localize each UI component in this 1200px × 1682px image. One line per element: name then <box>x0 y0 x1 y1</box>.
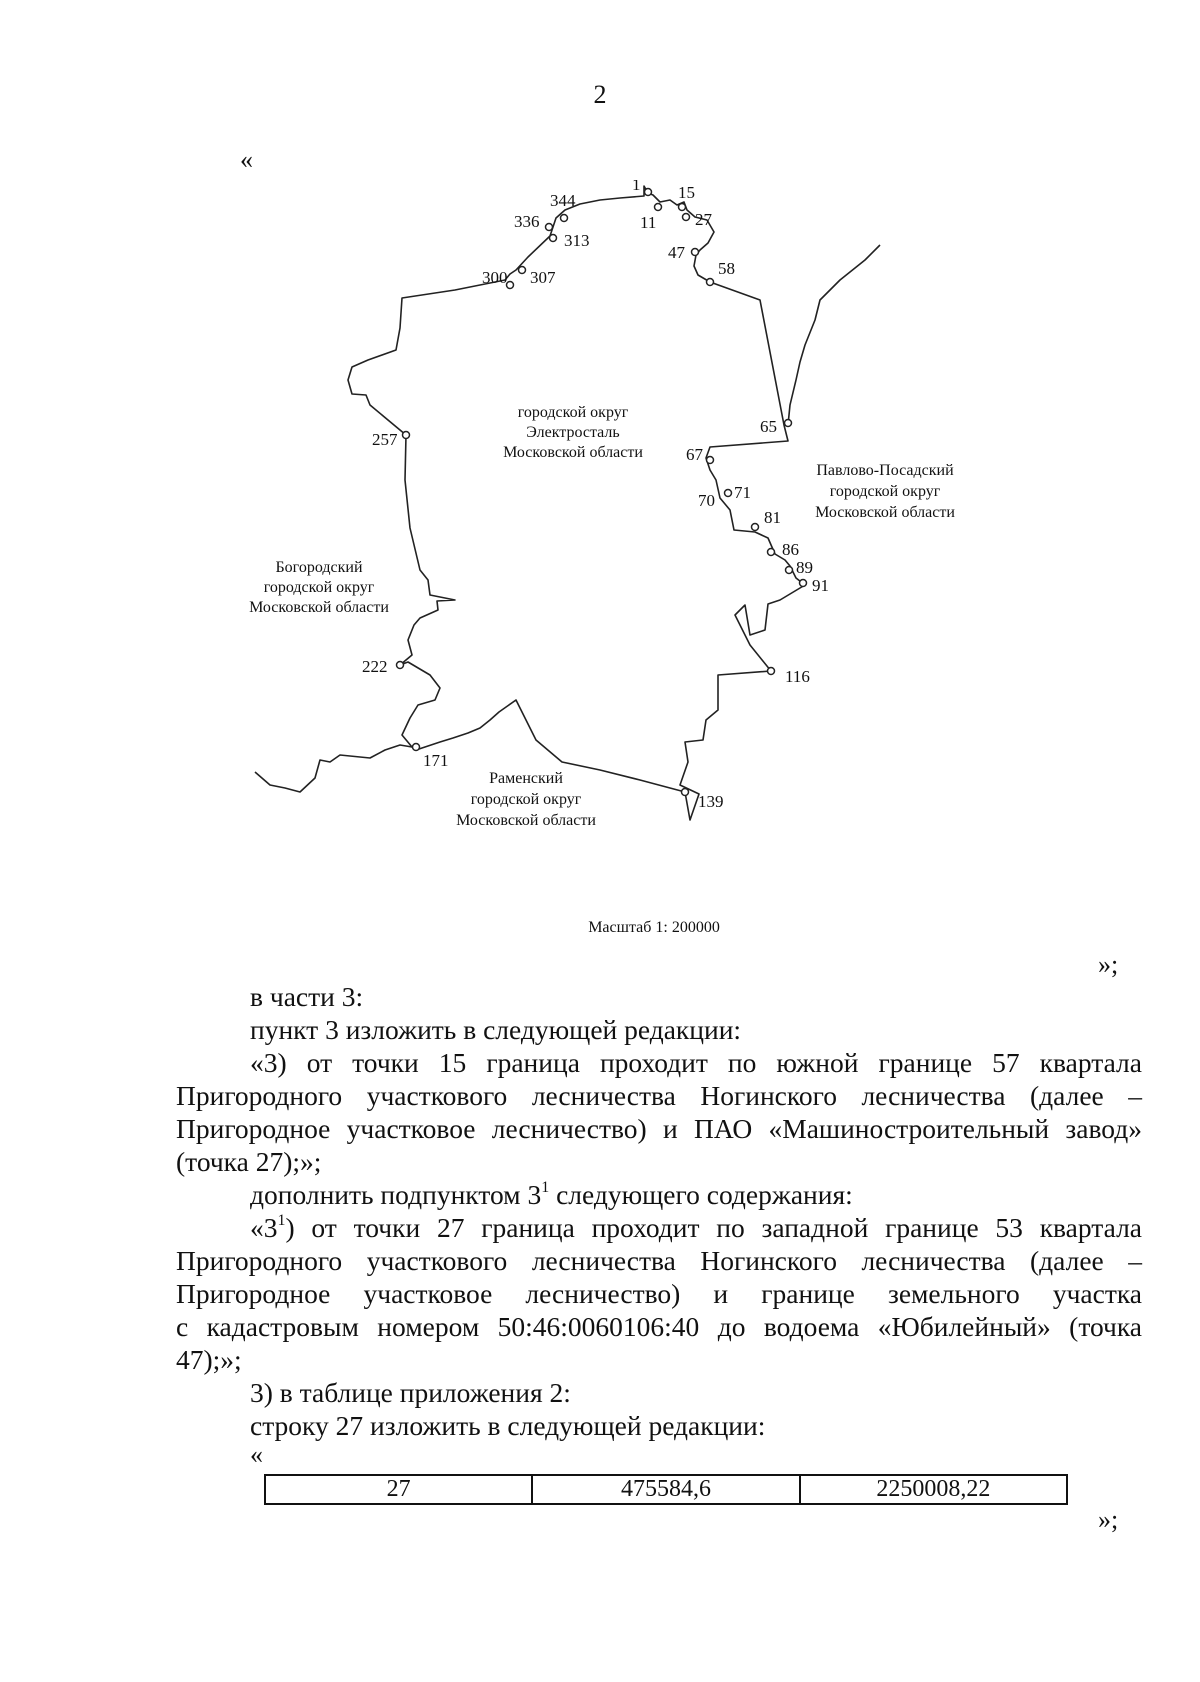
point-marker-86 <box>768 549 775 556</box>
point-marker-15 <box>679 204 686 211</box>
point-marker-257 <box>403 432 410 439</box>
point-label-344: 344 <box>550 191 576 210</box>
point-marker-91 <box>800 580 807 587</box>
subpoint3-line1: «3) от точки 15 граница проходит по южной границе 57 квартала <box>250 1047 1142 1078</box>
point-marker-171 <box>413 744 420 751</box>
point-marker-313 <box>550 235 557 242</box>
district-boundary <box>348 186 805 820</box>
opening-quote-2: « <box>250 1440 263 1469</box>
amendment-text <box>176 980 1142 1442</box>
paragraph-add-subpoint <box>176 1178 1142 1211</box>
subpoint-text: ) от точки 27 граница проходит по западной границе 53 квартала <box>285 1212 1142 1243</box>
subpoint3-line3: Пригородное участковое лесничество) и ПАО «Машиностроительный завод» <box>176 1113 1142 1144</box>
area-south-line3: Московской области <box>456 812 596 829</box>
east-river <box>788 245 880 425</box>
area-center-line1: городской округ <box>517 404 629 421</box>
point-label-65: 65 <box>760 417 777 436</box>
point-marker-222 <box>397 662 404 669</box>
area-south-line2: городской округ <box>470 791 582 808</box>
point-marker-89 <box>786 567 793 574</box>
point-marker-11 <box>655 204 662 211</box>
point-marker-300 <box>507 282 514 289</box>
point-label-139: 139 <box>698 792 724 811</box>
table-cell-point: 27 <box>265 1475 532 1504</box>
point-marker-116 <box>768 668 775 675</box>
point-marker-307 <box>519 267 526 274</box>
point-marker-139 <box>682 789 689 796</box>
superscript: 1 <box>277 1211 286 1229</box>
area-west-line3: Московской области <box>249 599 389 616</box>
point-marker-70 <box>725 490 732 497</box>
area-west-line1: Богородский <box>275 559 363 576</box>
area-south-line1: Раменский <box>489 770 563 787</box>
subpoint3-1-line4: с кадастровым номером 50:46:0060106:40 до водоема «Юбилейный» (точка <box>176 1311 1142 1342</box>
point-marker-65 <box>785 420 792 427</box>
point-label-89: 89 <box>796 558 813 577</box>
point-label-1: 1 <box>632 180 641 194</box>
point-marker-58 <box>707 279 714 286</box>
area-west-line2: городской округ <box>263 579 375 596</box>
add-subpoint-text-end: следующего содержания: <box>549 1179 853 1210</box>
point-label-58: 58 <box>718 259 735 278</box>
point-label-222: 222 <box>362 657 388 676</box>
subpoint3-line4: (точка 27);»; <box>176 1146 322 1177</box>
point-label-67: 67 <box>686 445 703 464</box>
paragraph-appendix2: 3) в таблице приложения 2: <box>250 1377 571 1408</box>
point-label-47: 47 <box>668 243 685 262</box>
paragraph-point3: пункт 3 изложить в следующей редакции: <box>250 1014 742 1045</box>
area-east-line2: городской округ <box>829 483 941 500</box>
paragraph-row27: строку 27 изложить в следующей редакции: <box>250 1410 766 1441</box>
point-label-307: 307 <box>530 268 556 287</box>
opening-quote: « <box>240 145 253 174</box>
boundary-map <box>240 180 1060 940</box>
point-label-300: 300 <box>482 268 508 287</box>
subpoint3-1-line2: Пригородного участкового лесничества Ногинского лесничества (далее – <box>176 1245 1142 1276</box>
point-label-257: 257 <box>372 430 398 449</box>
add-subpoint-text: дополнить подпунктом 3 <box>250 1179 542 1210</box>
area-east-line3: Московской области <box>815 504 955 521</box>
point-marker-1 <box>645 189 652 196</box>
superscript: 1 <box>541 1178 550 1196</box>
closing-quote-2: »; <box>1098 1505 1119 1534</box>
point-label-71: 71 <box>734 483 751 502</box>
coordinates-row-table <box>264 1474 1068 1505</box>
point-label-171: 171 <box>423 751 449 770</box>
point-marker-336 <box>546 224 553 231</box>
point-marker-67 <box>707 457 714 464</box>
point-label-313: 313 <box>564 231 590 250</box>
subpoint3-1-line3: Пригородное участковое лесничество) и границе земельного участка <box>176 1278 1142 1309</box>
closing-quote-1: »; <box>1098 950 1119 979</box>
point-label-70: 70 <box>698 491 715 510</box>
point-label-15: 15 <box>678 183 695 202</box>
point-label-116: 116 <box>785 667 810 686</box>
table-cell-x: 475584,6 <box>532 1475 799 1504</box>
subpoint3-line2: Пригородного участкового лесничества Ногинского лесничества (далее – <box>176 1080 1142 1111</box>
point-marker-344 <box>561 215 568 222</box>
point-marker-81 <box>752 524 759 531</box>
map-scale: Масштаб 1: 200000 <box>588 919 720 936</box>
table-cell-y: 2250008,22 <box>800 1475 1067 1504</box>
point-label-27: 27 <box>695 210 712 229</box>
table-row <box>265 1475 1067 1504</box>
point-marker-27 <box>683 214 690 221</box>
point-label-86: 86 <box>782 540 799 559</box>
subpoint3-1-line1 <box>176 1211 1142 1244</box>
point-marker-47 <box>692 249 699 256</box>
area-center-line3: Московской области <box>503 444 643 461</box>
area-east-line1: Павлово-Посадский <box>816 462 954 479</box>
point-label-91: 91 <box>812 576 829 595</box>
point-label-11: 11 <box>640 213 657 232</box>
west-river <box>255 745 412 792</box>
page-number: 2 <box>593 80 607 109</box>
point-label-81: 81 <box>764 508 781 527</box>
point-label-336: 336 <box>514 212 540 231</box>
subpoint3-1-line5: 47);»; <box>176 1344 242 1375</box>
subpoint-number: «3 <box>250 1212 278 1243</box>
area-center-line2: Электросталь <box>526 424 620 441</box>
paragraph-part3: в части 3: <box>250 981 364 1012</box>
